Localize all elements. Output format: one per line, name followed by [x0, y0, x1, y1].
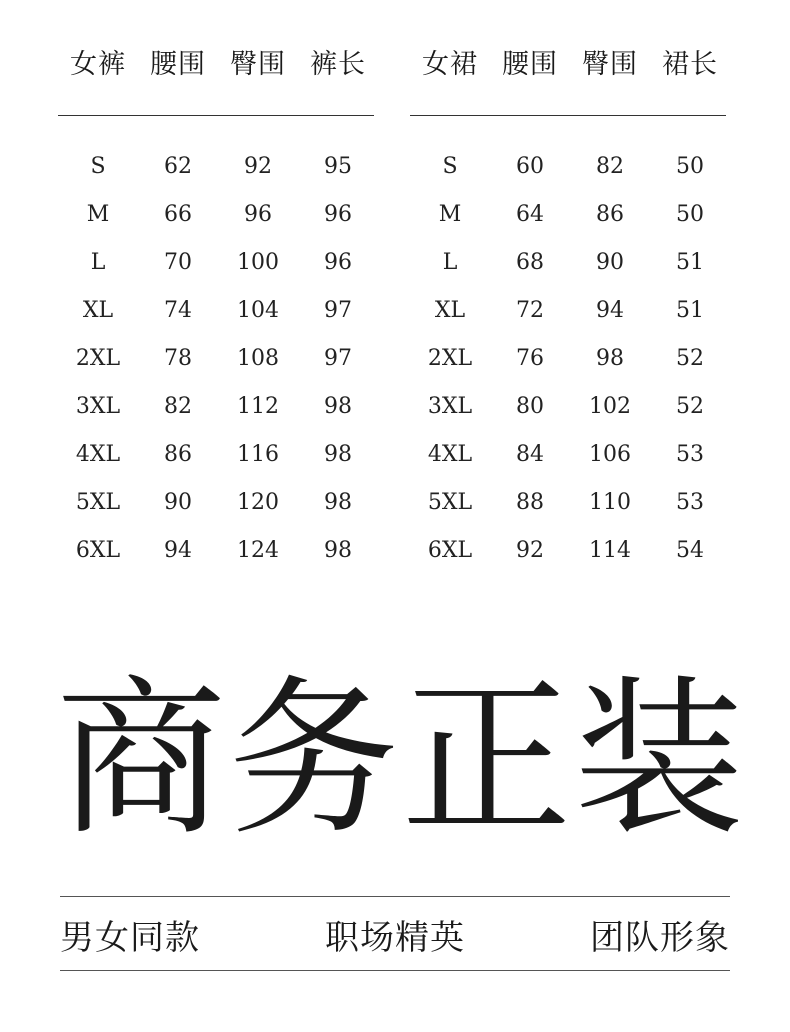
- skirt-header-divider: [410, 115, 726, 116]
- pants-header-divider: [58, 115, 374, 116]
- tagline: [60, 908, 730, 960]
- length-cell: 50: [676, 153, 704, 179]
- table-row: [58, 478, 378, 526]
- size-cell: 5XL: [427, 489, 473, 515]
- table-row: [410, 334, 730, 382]
- hip-cell: 104: [237, 297, 279, 323]
- pants-size-table: [58, 36, 378, 574]
- pants-header-row: [58, 36, 378, 86]
- waist-cell: 82: [164, 393, 192, 419]
- hip-cell: 108: [237, 345, 279, 371]
- table-row: [58, 286, 378, 334]
- page-title: [55, 661, 745, 859]
- title-char: 务: [228, 661, 399, 859]
- table-row: [410, 286, 730, 334]
- table-row: [58, 382, 378, 430]
- hip-cell: 116: [237, 441, 279, 467]
- pants-header-hip: 臀围: [230, 48, 286, 80]
- length-cell: 98: [324, 537, 352, 563]
- size-cell: 4XL: [75, 441, 121, 467]
- skirt-header-hip: 臀围: [582, 48, 638, 80]
- hip-cell: 100: [237, 249, 279, 275]
- table-row: [58, 430, 378, 478]
- pants-header-waist: 腰围: [150, 48, 206, 80]
- skirt-size-table: [410, 36, 730, 574]
- length-cell: 96: [324, 249, 352, 275]
- hip-cell: 112: [237, 393, 279, 419]
- waist-cell: 78: [164, 345, 192, 371]
- skirt-header-waist: 腰围: [502, 48, 558, 80]
- waist-cell: 90: [164, 489, 192, 515]
- size-cell: 4XL: [427, 441, 473, 467]
- table-row: [58, 142, 378, 190]
- hip-cell: 98: [596, 345, 624, 371]
- waist-cell: 88: [516, 489, 544, 515]
- title-char: 正: [401, 661, 572, 859]
- table-row: [410, 430, 730, 478]
- skirt-header-length: 裙长: [662, 48, 718, 80]
- size-cell: S: [90, 153, 106, 179]
- size-cell: S: [442, 153, 458, 179]
- waist-cell: 76: [516, 345, 544, 371]
- hip-cell: 82: [596, 153, 624, 179]
- length-cell: 51: [676, 297, 704, 323]
- size-cell: 3XL: [427, 393, 473, 419]
- hip-cell: 86: [596, 201, 624, 227]
- table-row: [58, 334, 378, 382]
- waist-cell: 94: [164, 537, 192, 563]
- waist-cell: 92: [516, 537, 544, 563]
- waist-cell: 80: [516, 393, 544, 419]
- size-cell: M: [438, 201, 462, 227]
- length-cell: 98: [324, 489, 352, 515]
- waist-cell: 60: [516, 153, 544, 179]
- tagline-top-divider: [60, 896, 730, 897]
- waist-cell: 84: [516, 441, 544, 467]
- size-cell: 6XL: [427, 537, 473, 563]
- waist-cell: 74: [164, 297, 192, 323]
- hip-cell: 120: [237, 489, 279, 515]
- pants-header-category: 女裤: [70, 48, 126, 80]
- hip-cell: 110: [589, 489, 631, 515]
- table-row: [58, 238, 378, 286]
- table-row: [410, 526, 730, 574]
- waist-cell: 62: [164, 153, 192, 179]
- size-cell: L: [90, 249, 106, 275]
- length-cell: 98: [324, 393, 352, 419]
- waist-cell: 68: [516, 249, 544, 275]
- skirt-rows: [410, 142, 730, 574]
- hip-cell: 92: [244, 153, 272, 179]
- pants-header-length: 裤长: [310, 48, 366, 80]
- size-cell: XL: [434, 297, 466, 323]
- size-cell: L: [442, 249, 458, 275]
- table-row: [410, 382, 730, 430]
- size-cell: XL: [82, 297, 114, 323]
- hip-cell: 114: [589, 537, 631, 563]
- pants-rows: [58, 142, 378, 574]
- waist-cell: 66: [164, 201, 192, 227]
- length-cell: 50: [676, 201, 704, 227]
- hip-cell: 106: [589, 441, 631, 467]
- size-cell: 5XL: [75, 489, 121, 515]
- waist-cell: 64: [516, 201, 544, 227]
- tag-unisex: 男女同款: [60, 917, 200, 958]
- skirt-header-category: 女裙: [422, 48, 478, 80]
- title-char: 商: [55, 661, 226, 859]
- table-row: [410, 190, 730, 238]
- hip-cell: 102: [589, 393, 631, 419]
- length-cell: 95: [324, 153, 352, 179]
- size-cell: 2XL: [75, 345, 121, 371]
- table-row: [410, 142, 730, 190]
- title-char: 装: [573, 661, 744, 859]
- size-cell: M: [86, 201, 110, 227]
- hip-cell: 90: [596, 249, 624, 275]
- length-cell: 97: [324, 297, 352, 323]
- tag-professional: 职场精英: [325, 917, 465, 958]
- waist-cell: 72: [516, 297, 544, 323]
- length-cell: 52: [676, 345, 704, 371]
- length-cell: 53: [676, 441, 704, 467]
- table-row: [410, 478, 730, 526]
- length-cell: 53: [676, 489, 704, 515]
- waist-cell: 86: [164, 441, 192, 467]
- length-cell: 96: [324, 201, 352, 227]
- skirt-header-row: [410, 36, 730, 86]
- table-row: [58, 526, 378, 574]
- size-cell: 2XL: [427, 345, 473, 371]
- size-cell: 6XL: [75, 537, 121, 563]
- length-cell: 54: [676, 537, 704, 563]
- hip-cell: 96: [244, 201, 272, 227]
- hip-cell: 94: [596, 297, 624, 323]
- length-cell: 52: [676, 393, 704, 419]
- hip-cell: 124: [237, 537, 279, 563]
- size-cell: 3XL: [75, 393, 121, 419]
- length-cell: 51: [676, 249, 704, 275]
- waist-cell: 70: [164, 249, 192, 275]
- tagline-bottom-divider: [60, 970, 730, 971]
- table-row: [410, 238, 730, 286]
- tag-team-image: 团队形象: [590, 917, 730, 958]
- length-cell: 97: [324, 345, 352, 371]
- length-cell: 98: [324, 441, 352, 467]
- table-row: [58, 190, 378, 238]
